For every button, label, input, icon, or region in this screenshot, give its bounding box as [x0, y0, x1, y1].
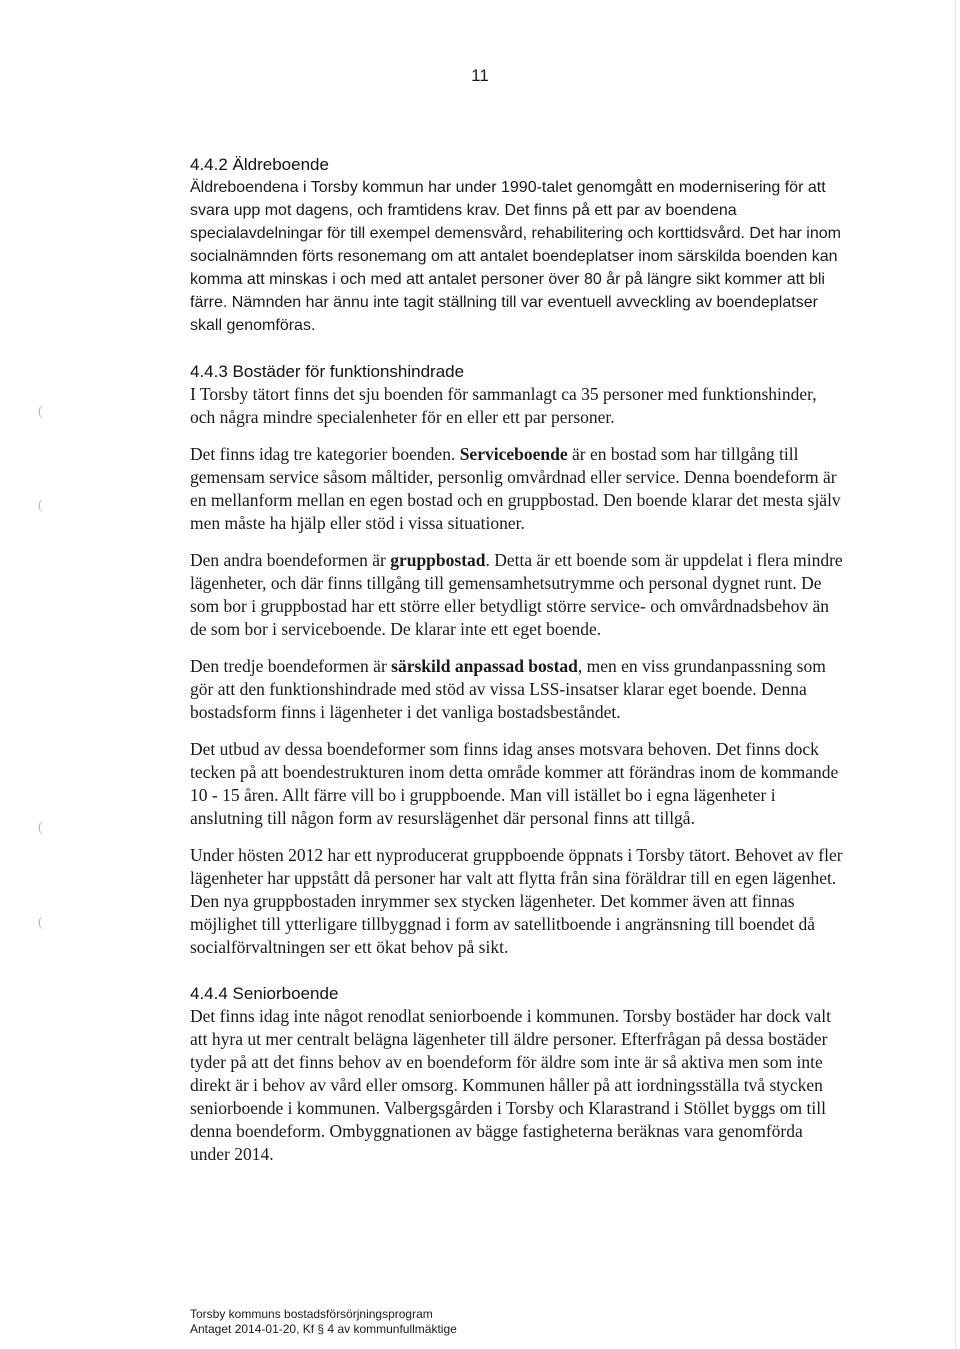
- section-funktionshindrade: [190, 361, 846, 959]
- section-seniorboende: [190, 983, 846, 1166]
- main-content: [190, 154, 846, 1180]
- term-serviceboende: Serviceboende: [459, 444, 568, 464]
- paragraph: Den tredje boendeformen är särskild anpassad bostad, men en viss grundanpassning som gör att den funktionshindrade med stöd av vissa LSS-insatser klarar eget boende. Denna bostadsform finns i lägenheter i det vanliga bostadsbeståndet.: [190, 656, 826, 722]
- section-aldreboende: [190, 154, 846, 337]
- section-heading: 4.4.2 Äldreboende: [190, 155, 329, 174]
- footer-line: Antaget 2014-01-20, Kf § 4 av kommunfullmäktige: [190, 1322, 457, 1336]
- section-body: Äldreboendena i Torsby kommun har under 1990-talet genomgått en modernisering för att svara upp mot dagens, och framtidens krav. Det finns på ett par av boendena specialavdelningar för till exempel demensvård, rehabilitering och korttidsvård. Det har inom socialnämnden förts resonemang om att antalet boendeplatser inom särskilda boenden kan komma att minskas i och med att antalet personer över 80 år på längre sikt kommer att bli färre. Nämnden har ännu inte tagit ställning till var eventuell avveckling av boendeplatser skall genomföras.: [190, 179, 841, 334]
- page-number: 11: [471, 66, 489, 85]
- punch-hole-mark: (: [38, 915, 43, 930]
- paragraph: Det finns idag tre kategorier boenden. Serviceboende är en bostad som har tillgång till gemensam service såsom måltider, personlig omvårdnad eller service. Denna boendeform är en mellanform mellan en egen bostad och en gruppbostad. Den boende klarar det mesta själv men måste ha hjälp eller stöd i vissa situationer.: [190, 444, 841, 533]
- section-heading: 4.4.4 Seniorboende: [190, 984, 339, 1003]
- paragraph: Det utbud av dessa boendeformer som finns idag anses motsvara behoven. Det finns dock tecken på att boendestrukturen inom detta område kommer att förändras inom de kommande 10 - 15 åren. Allt färre vill bo i gruppboende. Man vill istället bo i egna lägenheter i anslutning till någon form av resurslägenhet där personal finns att tillgå.: [190, 739, 839, 828]
- section-body: Det finns idag inte något renodlat seniorboende i kommunen. Torsby bostäder har dock valt att hyra ut mer centralt belägna lägenheter till äldre personer. Efterfrågan på dessa bostäder tyder på att det finns behov av en boendeform för äldre som inte är så aktiva men som inte direkt är i behov av vård eller omsorg. Kommunen håller på att iordningsställa två stycken seniorboende i kommunen. Valbergsgården i Torsby och Klarastrand i Stöllet byggs om till denna boendeform. Ombyggnationen av bägge fastigheterna beräknas vara genomförda under 2014.: [190, 1006, 831, 1164]
- punch-hole-mark: (: [38, 820, 43, 835]
- punch-hole-mark: (: [38, 404, 43, 419]
- scan-edge: [955, 0, 956, 1349]
- page-footer: [190, 1307, 457, 1337]
- footer-line: Torsby kommuns bostadsförsörjningsprogram: [190, 1307, 433, 1321]
- paragraph: Den andra boendeformen är gruppbostad. Detta är ett boende som är uppdelat i flera mindre lägenheter, och där finns tillgång till gemensamhetsutrymme och personal dygnet runt. De som bor i gruppbostad har ett större eller betydligt större service- och omvårdnadsbehov än de som bor i serviceboende. De klarar inte ett eget boende.: [190, 550, 843, 639]
- section-heading: 4.4.3 Bostäder för funktionshindrade: [190, 362, 465, 381]
- paragraph: Under hösten 2012 har ett nyproducerat gruppboende öppnats i Torsby tätort. Behovet av fler lägenheter har uppstått då personer har valt att flytta från sina föräldrar till en egen lägenhet. Den nya gruppbostaden inrymmer sex stycken lägenheter. Det kommer även att finnas möjlighet till ytterligare tillbyggnad i form av satellitboende i angränsning till boendet då socialförvaltningen ser ett ökat behov på sikt.: [190, 845, 843, 957]
- term-gruppbostad: gruppbostad: [390, 550, 486, 570]
- punch-hole-mark: (: [38, 498, 43, 513]
- term-sarskild-anpassad-bostad: särskild anpassad bostad: [391, 656, 578, 676]
- paragraph: I Torsby tätort finns det sju boenden för sammanlagt ca 35 personer med funktionshinder, och några mindre specialenheter för en eller ett par personer.: [190, 384, 817, 427]
